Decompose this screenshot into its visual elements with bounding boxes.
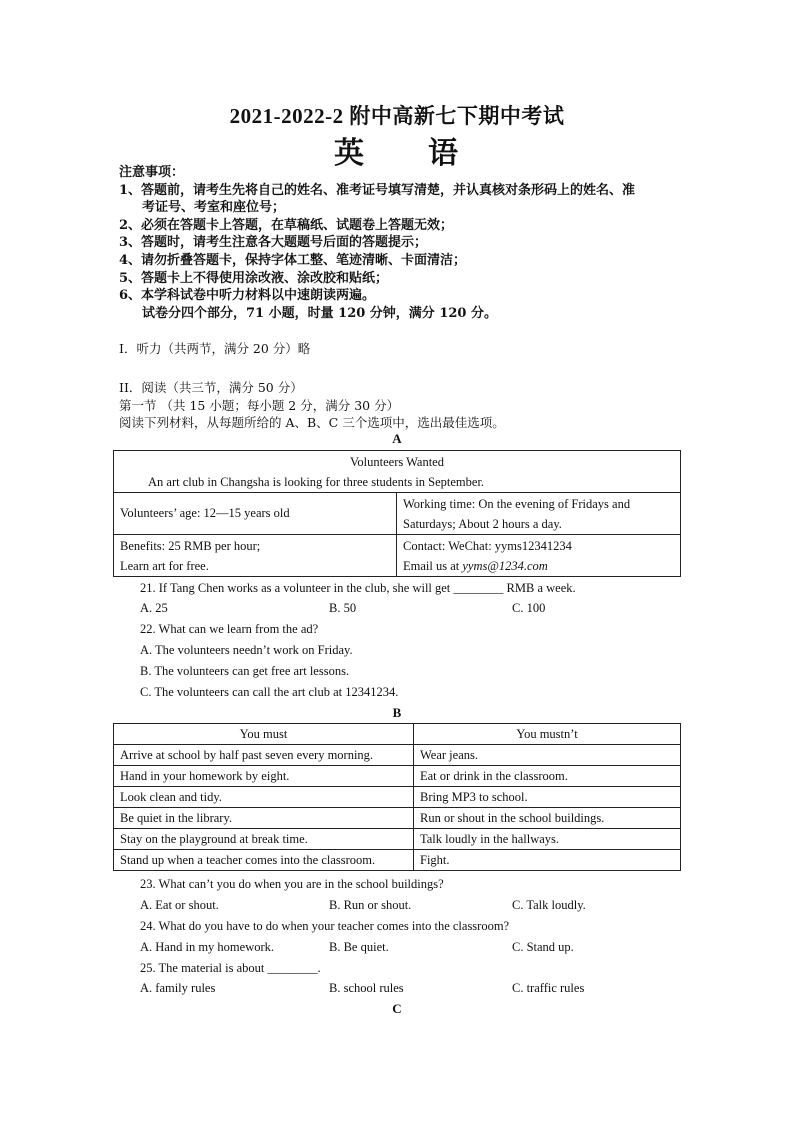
ad-time-line2: Saturdays; About 2 hours a day. — [403, 516, 562, 531]
mustnt-cell: Eat or drink in the classroom. — [414, 766, 681, 787]
question-23: 23. What can’t you do when you are in the school buildings? — [140, 877, 444, 891]
notice-item: 2、必须在答题卡上答题，在草稿纸、试题卷上答题无效； — [119, 217, 454, 233]
mustnt-cell: Bring MP3 to school. — [414, 787, 681, 808]
passage-c-letter: C — [392, 1001, 402, 1016]
question-25: 25. The material is about ________. — [140, 961, 321, 975]
q25-option-c: C. traffic rules — [512, 981, 585, 995]
passage-b-letter: B — [392, 705, 402, 720]
mustnt-cell: Wear jeans. — [414, 745, 681, 766]
must-header: You must — [114, 724, 414, 745]
q23-option-a: A. Eat or shout. — [140, 898, 219, 912]
q24-option-c: C. Stand up. — [512, 940, 574, 954]
subject-char-1: 英 — [334, 137, 366, 170]
notice-heading: 注意事项： — [119, 165, 185, 180]
q22-option-a: A. The volunteers needn’t work on Friday. — [140, 643, 353, 657]
ad-intro: An art club in Changsha is looking for three students in September. — [148, 474, 485, 489]
ad-email-prefix: Email us at — [403, 558, 463, 573]
passage-a-letter: A — [392, 431, 402, 446]
must-cell: Look clean and tidy. — [114, 787, 414, 808]
question-24: 24. What do you have to do when your teacher comes into the classroom? — [140, 919, 510, 933]
q25-option-b: B. school rules — [329, 981, 404, 995]
ad-contact-line1: Contact: WeChat: yyms12341234 — [403, 538, 572, 553]
mustnt-cell: Talk loudly in the hallways. — [414, 829, 681, 850]
section-reading-instruction: 阅读下列材料，从每题所给的 A、B、C 三个选项中，选出最佳选项。 — [119, 415, 505, 430]
mustnt-header: You mustn’t — [414, 724, 681, 745]
question-22: 22. What can we learn from the ad? — [140, 622, 319, 636]
ad-email-address: yyms@1234.com — [462, 558, 548, 573]
q21-option-b: B. 50 — [329, 601, 357, 615]
must-cell: Be quiet in the library. — [114, 808, 414, 829]
ad-contact-cell — [397, 535, 681, 577]
passage-b-table — [113, 723, 681, 871]
section-reading-part1: 第一节 （共 15 小题；每小题 2 分，满分 30 分） — [119, 398, 400, 413]
mustnt-cell: Fight. — [414, 850, 681, 871]
section-listening: I．听力（共两节，满分 20 分）略 — [119, 341, 311, 356]
q24-option-a: A. Hand in my homework. — [140, 940, 275, 954]
ad-time-line1: Working time: On the evening of Fridays and — [403, 496, 631, 511]
must-cell: Stay on the playground at break time. — [114, 829, 414, 850]
must-cell: Arrive at school by half past seven every morning. — [114, 745, 414, 766]
ad-benefits-line1: Benefits: 25 RMB per hour; — [120, 538, 261, 553]
passage-a-table — [113, 450, 681, 577]
notice-item: 4、请勿折叠答题卡，保持字体工整、笔迹清晰、卡面清洁； — [119, 252, 467, 268]
q21-option-a: A. 25 — [140, 601, 168, 615]
q24-option-b: B. Be quiet. — [329, 940, 389, 954]
ad-heading: Volunteers Wanted — [349, 454, 444, 469]
q23-option-c: C. Talk loudly. — [512, 898, 586, 912]
ad-header-cell — [114, 451, 681, 493]
notice-item: 考证号、考室和座位号； — [142, 200, 286, 216]
ad-time-cell — [397, 493, 681, 535]
notice-item: 3、答题时，请考生注意各大题题号后面的答题提示； — [119, 235, 428, 251]
q21-option-c: C. 100 — [512, 601, 546, 615]
subject-char-2: 语 — [428, 137, 460, 170]
notice-item: 5、答题卡上不得使用涂改液、涂改胶和贴纸； — [119, 270, 389, 286]
must-cell: Stand up when a teacher comes into the classroom. — [114, 850, 414, 871]
ad-age-cell: Volunteers’ age: 12—15 years old — [114, 493, 397, 535]
notice-item: 6、本学科试卷中听力材料以中速朗读两遍。 — [119, 288, 376, 304]
ad-benefits-cell — [114, 535, 397, 577]
q22-option-c: C. The volunteers can call the art club at 12341234. — [140, 685, 399, 699]
notice-item: 1、答题前，请考生先将自己的姓名、准考证号填写清楚，并认真核对条形码上的姓名、准 — [119, 182, 636, 198]
q23-option-b: B. Run or shout. — [329, 898, 412, 912]
question-21: 21. If Tang Chen works as a volunteer in the club, she will get ________ RMB a week. — [140, 581, 576, 595]
must-cell: Hand in your homework by eight. — [114, 766, 414, 787]
exam-title: 2021-2022-2 附中高新七下期中考试 — [229, 104, 565, 128]
q25-option-a: A. family rules — [140, 981, 216, 995]
mustnt-cell: Run or shout in the school buildings. — [414, 808, 681, 829]
ad-benefits-line2: Learn art for free. — [120, 558, 209, 573]
section-reading-title: II．阅读（共三节，满分 50 分） — [119, 380, 303, 395]
q22-option-b: B. The volunteers can get free art lessons. — [140, 664, 350, 678]
ad-contact-line2 — [403, 556, 674, 576]
notice-block — [119, 164, 689, 322]
notice-item: 试卷分四个部分，71 小题，时量 120 分钟，满分 120 分。 — [142, 305, 497, 321]
